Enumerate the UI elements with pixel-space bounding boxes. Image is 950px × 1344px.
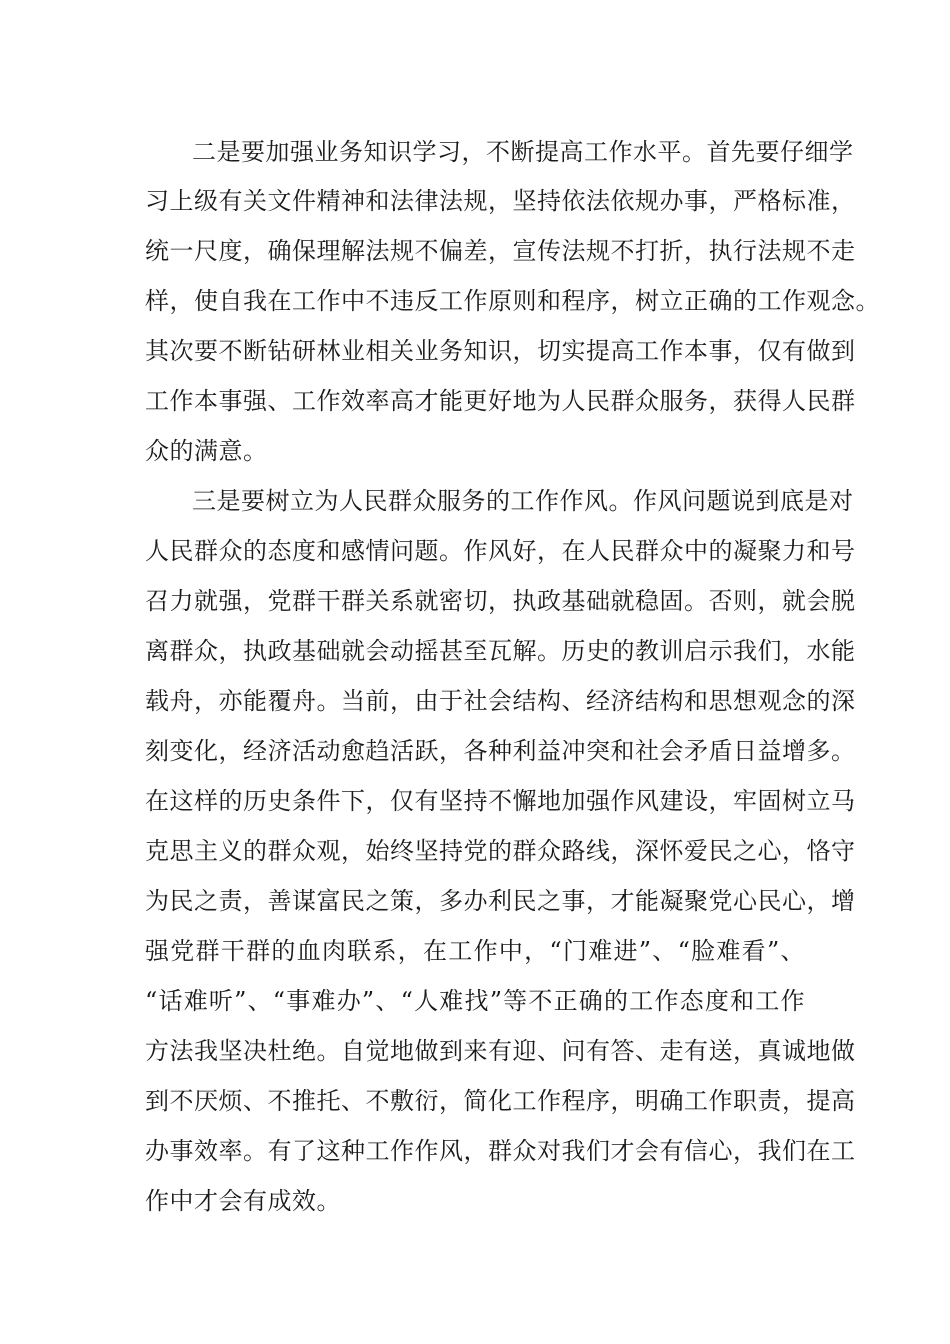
paragraph-2-line-2: 人民群众的态度和感情问题。作风好，在人民群众中的凝聚力和号: [145, 537, 856, 565]
paragraph-1-line-7: 众的满意。: [145, 437, 268, 465]
paragraph-2-line-10: 强党群干群的血肉联系，在工作中，“门难进”、“脸难看”、: [145, 937, 805, 965]
paragraph-2-line-8: 克思主义的群众观，始终坚持党的群众路线，深怀爱民之心，恪守: [145, 837, 856, 865]
paragraph-2-line-7: 在这样的历史条件下，仅有坚持不懈地加强作风建设，牢固树立马: [145, 787, 856, 815]
paragraph-1-line-1: 二是要加强业务知识学习，不断提高工作水平。首先要仔细学: [192, 138, 854, 166]
paragraph-2-line-14: 办事效率。有了这种工作作风，群众对我们才会有信心，我们在工: [145, 1137, 856, 1165]
paragraph-2-line-3: 召力就强，党群干群关系就密切，执政基础就稳固。否则，就会脱: [145, 587, 856, 615]
paragraph-1-line-5: 其次要不断钻研林业相关业务知识，切实提高工作本事，仅有做到: [145, 337, 856, 365]
paragraph-1-line-2: 习上级有关文件精神和法律法规，坚持依法依规办事，严格标准，: [145, 187, 856, 215]
paragraph-1-line-4: 样，使自我在工作中不违反工作原则和程序，树立正确的工作观念。: [145, 287, 880, 315]
paragraph-2-line-6: 刻变化，经济活动愈趋活跃，各种利益冲突和社会矛盾日益增多。: [145, 737, 856, 765]
paragraph-2-line-5: 载舟，亦能覆舟。当前，由于社会结构、经济结构和思想观念的深: [145, 687, 856, 715]
paragraph-1-line-3: 统一尺度，确保理解法规不偏差，宣传法规不打折，执行法规不走: [145, 237, 856, 265]
paragraph-2-line-9: 为民之责，善谋富民之策，多办利民之事，才能凝聚党心民心，增: [145, 887, 856, 915]
paragraph-2-line-13: 到不厌烦、不推托、不敷衍，简化工作程序，明确工作职责，提高: [145, 1087, 856, 1115]
paragraph-1-line-6: 工作本事强、工作效率高才能更好地为人民群众服务，获得人民群: [145, 387, 856, 415]
paragraph-2-line-15: 作中才会有成效。: [145, 1187, 341, 1215]
paragraph-2-line-1: 三是要树立为人民群众服务的工作作风。作风问题说到底是对: [192, 487, 854, 515]
paragraph-2-line-4: 离群众，执政基础就会动摇甚至瓦解。历史的教训启示我们，水能: [145, 637, 856, 665]
paragraph-2-line-12: 方法我坚决杜绝。自觉地做到来有迎、问有答、走有送，真诚地做: [145, 1037, 856, 1065]
paragraph-2-line-11: “话难听”、“事难办”、“人难找”等不正确的工作态度和工作: [145, 987, 805, 1015]
